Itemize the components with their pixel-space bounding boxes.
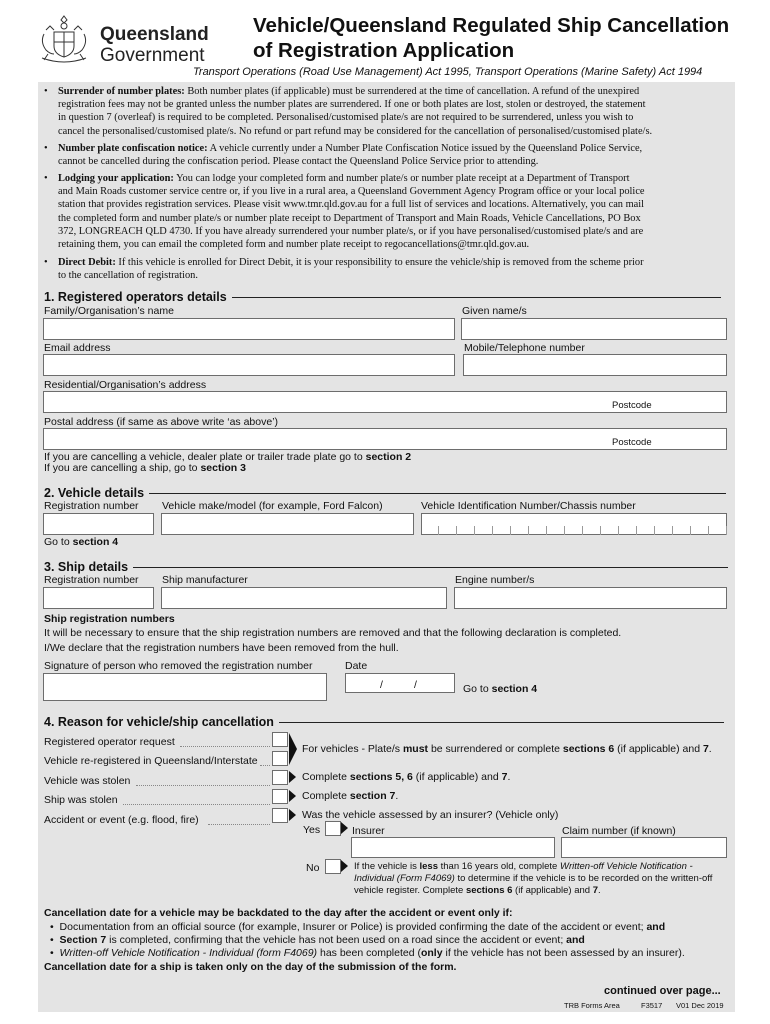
vin-label: Vehicle Identification Number/Chassis number (421, 500, 636, 512)
vehicle-make-input[interactable] (161, 513, 414, 535)
family-name-input[interactable] (43, 318, 455, 340)
section-1-heading: 1. Registered operators details (44, 290, 721, 304)
vin-char-ticks (421, 526, 727, 535)
engine-number-label: Engine number/s (455, 574, 535, 586)
reason-reregistered-label: Vehicle re-registered in Queensland/Interstate (44, 755, 258, 767)
reason-leader-5 (208, 824, 270, 825)
ship-reg-numbers-line2: I/We declare that the registration numbers have been removed from the hull. (44, 642, 399, 654)
email-input[interactable] (43, 354, 455, 376)
insurer-yes-label: Yes (303, 824, 321, 836)
goto-section-3-text: If you are cancelling a ship, go to section 3 (44, 462, 246, 474)
continued-over-page: continued over page... (604, 985, 721, 997)
note-lodging: • Lodging your application: You can lodge your completed form and number plate/s or number plate receipt at a Department of Transport and Main Roads customer service centre or, if you live in a rural area, a Queensland Government Agency Program office or your local police station that provides registration services. Please visit www.tmr.qld.gov.au for a full list of services and locations. Alternatively, you can mail the completed form and number plate/s or number plate receipt to Department of Transport and Main Roads, Vehicle Cancellations, PO Box 372, LONGREACH QLD 4730. If you have already surrendered your number plate/s, or if you have personalised/customised plate/s and are retaining them, you can email the completed form and number plate receipt to regocancellations@tmr.qld.gov.au. (44, 173, 645, 251)
ship-manufacturer-label: Ship manufacturer (162, 574, 248, 586)
vehicle-reg-input[interactable] (43, 513, 154, 535)
date-label: Date (345, 660, 368, 672)
ship-cancellation-date-note: Cancellation date for a ship is taken only on the day of the submission of the form. (44, 961, 457, 973)
note-direct-debit: • Direct Debit: If this vehicle is enrolled for Direct Debit, it is your responsibility to ensure the vehicle/ship is removed from the scheme prior to the cancellation of registration. (44, 257, 644, 282)
insurer-label: Insurer (352, 825, 385, 837)
reason-5-arrow (289, 809, 296, 821)
goto-section-4-text-a: Go to section 4 (44, 536, 119, 548)
given-name-input[interactable] (461, 318, 727, 340)
ship-reg-input[interactable] (43, 587, 154, 609)
mobile-label: Mobile/Telephone number (464, 342, 585, 354)
footer-form-number: F3517 (641, 1001, 663, 1010)
reason-vehicle-stolen-checkbox[interactable] (272, 770, 288, 785)
reason-accident-checkbox[interactable] (272, 808, 288, 823)
ship-reg-numbers-title: Ship registration numbers (44, 613, 175, 625)
reason-1-instruction: For vehicles - Plate/s must be surrendered or complete sections 6 (if applicable) and 7. (302, 743, 712, 755)
note-plates: • Surrender of number plates: Both number plates (if applicable) must be surrendered at the time of cancellation. A refund of the unexpired registration fees may not be granted unless the number plates are surrendered. If one or both plates are lost, stolen or destroyed, the statement in question 7 (overleaf) is required to be completed. Personalised/customised plate/s are not required to be surrendered, unless you wish to cancel the personalised/customised plate/s. No refund or part refund may be considered for the cancellation of personalised/customised plate/s. (44, 86, 653, 137)
reason-3-instruction: Complete sections 5, 6 (if applicable) and 7. (302, 771, 511, 783)
vehicle-reg-label: Registration number (44, 500, 139, 512)
reason-leader-1 (180, 746, 270, 747)
backdate-bullet-2: • Section 7 is completed, confirming that the vehicle has not been used on a road since the accident or event; and (50, 934, 585, 946)
residential-postcode-label: Postcode (612, 400, 652, 411)
section-3-heading: 3. Ship details (44, 560, 728, 574)
reason-ship-stolen-checkbox[interactable] (272, 789, 288, 804)
reason-vehicle-stolen-label: Vehicle was stolen (44, 775, 131, 787)
reason-leader-4 (123, 804, 270, 805)
backdate-bullet-1: • Documentation from an official source (for example, Insurer or Police) is provided confirming the date of the accident or event; and (50, 921, 666, 933)
reason-leader-2 (260, 765, 270, 766)
logo-line1: Queensland (100, 24, 209, 45)
insurer-yes-arrow (341, 822, 348, 834)
date-input[interactable] (345, 673, 455, 693)
reason-leader-3 (136, 785, 270, 786)
reason-3-arrow (289, 771, 296, 783)
reason-operator-request-checkbox[interactable] (272, 732, 288, 747)
date-slash-1: / (380, 679, 383, 691)
reason-reregistered-checkbox[interactable] (272, 751, 288, 766)
footer-area: TRB Forms Area (564, 1001, 620, 1010)
claim-number-input[interactable] (561, 837, 727, 858)
reason-bracket-arrow (289, 733, 297, 765)
section-2-heading: 2. Vehicle details (44, 486, 726, 500)
reason-ship-stolen-label: Ship was stolen (44, 794, 118, 806)
ship-reg-label: Registration number (44, 574, 139, 586)
residential-address-label: Residential/Organisation’s address (44, 379, 207, 391)
vehicle-make-label: Vehicle make/model (for example, Ford Falcon) (162, 500, 383, 512)
insurer-no-arrow (341, 860, 348, 872)
given-name-label: Given name/s (462, 305, 527, 317)
reason-operator-request-label: Registered operator request (44, 736, 175, 748)
signature-input[interactable] (43, 673, 327, 701)
note-confiscation: • Number plate confiscation notice: A vehicle currently under a Number Plate Confiscation Notice issued by the Queensland Police Service, cannot be cancelled during the confiscation period. Please contact the Queensland Police Service prior to attending. (44, 143, 643, 168)
reason-4-arrow (289, 790, 296, 802)
email-label: Email address (44, 342, 111, 354)
insurer-question: Was the vehicle assessed by an insurer? (Vehicle only) (302, 809, 559, 821)
section-4-heading: 4. Reason for vehicle/ship cancellation (44, 715, 724, 729)
goto-section-2-text: If you are cancelling a vehicle, dealer plate or trailer trade plate go to section 2 (44, 451, 412, 463)
claim-number-label: Claim number (if known) (562, 825, 676, 837)
family-name-label: Family/Organisation’s name (44, 305, 174, 317)
form-title-line2: of Registration Application (253, 39, 515, 62)
signature-label: Signature of person who removed the registration number (44, 660, 313, 672)
engine-number-input[interactable] (454, 587, 727, 609)
footer-version: V01 Dec 2019 (676, 1001, 724, 1010)
goto-section-4-text-b: Go to section 4 (463, 683, 538, 695)
backdate-title: Cancellation date for a vehicle may be backdated to the day after the accident or event only if: (44, 907, 513, 919)
date-slash-2: / (414, 679, 417, 691)
form-title-line1: Vehicle/Queensland Regulated Ship Cancellation (253, 14, 730, 37)
insurer-no-line3: vehicle register. Complete sections 6 (if applicable) and 7. (354, 885, 601, 896)
ship-manufacturer-input[interactable] (161, 587, 447, 609)
backdate-bullet-3: • Written-off Vehicle Notification - Individual (form F4069) has been completed (only if the vehicle has not been assessed by an insurer). (50, 947, 685, 959)
reason-accident-label: Accident or event (e.g. flood, fire) (44, 814, 199, 826)
insurer-yes-checkbox[interactable] (325, 821, 341, 836)
postal-address-label: Postal address (if same as above write ‘as above’) (44, 416, 279, 428)
mobile-input[interactable] (463, 354, 727, 376)
insurer-no-checkbox[interactable] (325, 859, 341, 874)
logo-line2: Government (100, 45, 205, 66)
insurer-input[interactable] (351, 837, 555, 858)
ship-reg-numbers-line1: It will be necessary to ensure that the ship registration numbers are removed and that the following declaration is completed. (44, 627, 622, 639)
reason-4-instruction: Complete section 7. (302, 790, 399, 802)
insurer-no-line2: Individual (Form F4069) to determine if the vehicle is to be recorded on the written-off (354, 873, 713, 884)
insurer-no-line1: If the vehicle is less than 16 years old, complete Written-off Vehicle Notification - (354, 861, 693, 872)
insurer-no-label: No (306, 862, 320, 874)
qld-government-logo (36, 12, 216, 66)
coat-of-arms-icon (36, 12, 92, 66)
acts-subtitle: Transport Operations (Road Use Management) Act 1995, Transport Operations (Marine Safety) Act 1994 (193, 66, 703, 78)
postal-postcode-label: Postcode (612, 437, 652, 448)
